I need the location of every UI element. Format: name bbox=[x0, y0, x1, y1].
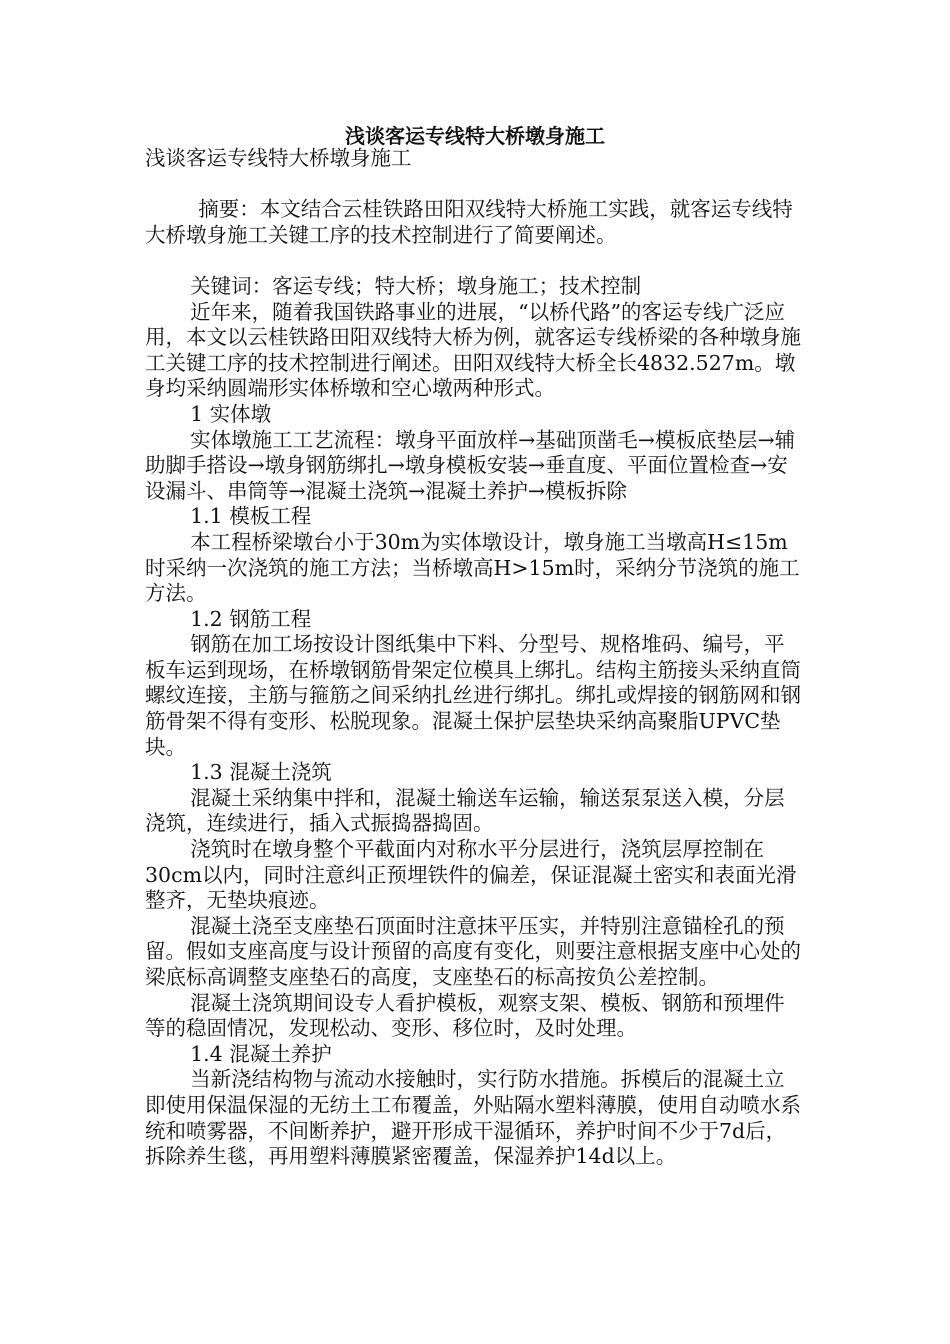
intro-paragraph: 近年来，随着我国铁路事业的进展，“以桥代路”的客运专线广泛应用，本文以云桂铁路田阳双线特大桥为例，就客运专线桥梁的各种墩身施工关键工序的技术控制进行阐述。田阳双线特大桥全长4832.527m。墩身均采纳圆端形实体桥墩和空心墩两种形式。 bbox=[145, 299, 801, 401]
curing-paragraph: 当新浇结构物与流动水接触时，实行防水措施。拆模后的混凝土立即使用保温保湿的无纺土工布覆盖，外贴隔水塑料薄膜，使用自动喷水系统和喷雾器，不间断养护，避开形成干湿循环，养护时间不少于7d后，拆除养生毯，再用塑料薄膜紧密覆盖，保湿养护14d以上。 bbox=[145, 1067, 801, 1169]
pouring-paragraph-2: 浇筑时在墩身整个平截面内对称水平分层进行，浇筑层厚控制在30cm以内，同时注意纠正预埋铁件的偏差，保证混凝土密实和表面光滑整齐，无垫块痕迹。 bbox=[145, 837, 797, 913]
document-title: 浅谈客运专线特大桥墩身施工 bbox=[345, 124, 605, 148]
abstract-paragraph: 摘要：本文结合云桂铁路田阳双线特大桥施工实践，就客运专线特大桥墩身施工关键工序的技术控制进行了简要阐述。 bbox=[145, 197, 793, 247]
pouring-paragraph-1: 混凝土采纳集中拌和，混凝土输送车运输，输送泵泵送入模，分层浇筑，连续进行，插入式振捣器捣固。 bbox=[145, 785, 785, 836]
section-heading-1-2: 1.2 钢筋工程 bbox=[190, 606, 312, 631]
document-body bbox=[145, 146, 805, 1170]
pouring-paragraph-3: 混凝土浇至支座垫石顶面时注意抹平压实，并特别注意锚栓孔的预留。假如支座高度与设计预留的高度有变化，则要注意根据支座中心处的梁底标高调整支座垫石的高度，支座垫石的标高按负公差控制。 bbox=[145, 913, 801, 989]
formwork-paragraph: 本工程桥梁墩台小于30m为实体墩设计，墩身施工当墩高H≤15m时采纳一次浇筑的施工方法；当桥墩高H>15m时，采纳分节浇筑的施工方法。 bbox=[145, 529, 800, 606]
section-heading-1-4: 1.4 混凝土养护 bbox=[190, 1041, 332, 1066]
section-heading-1-3: 1.3 混凝土浇筑 bbox=[190, 760, 332, 785]
keywords-paragraph: 关键词：客运专线；特大桥；墩身施工；技术控制 bbox=[190, 273, 642, 298]
section-heading-1-1: 1.1 模板工程 bbox=[190, 504, 312, 529]
process-paragraph: 实体墩施工工艺流程：墩身平面放样→基础顶凿毛→模板底垫层→辅助脚手搭设→墩身钢筋绑扎→墩身模板安装→垂直度、平面位置检查→安设漏斗、串筒等→混凝土浇筑→混凝土养护→模板拆除 bbox=[145, 427, 796, 503]
pouring-paragraph-4: 混凝土浇筑期间设专人看护模板，观察支架、模板、钢筋和预埋件等的稳固情况，发现松动、变形、移位时，及时处理。 bbox=[145, 990, 785, 1041]
rebar-paragraph: 钢筋在加工场按设计图纸集中下料、分型号、规格堆码、编号，平板车运到现场，在桥墩钢筋骨架定位模具上绑扎。结构主筋接头采纳直筒螺纹连接，主筋与箍筋之间采纳扎丝进行绑扎。绑扎或焊接的钢筋网和钢筋骨架不得有变形、松脱现象。混凝土保护层垫块采纳高聚脂UPVC垫块。 bbox=[145, 632, 801, 759]
section-heading-1: 1 实体墩 bbox=[190, 401, 272, 426]
document-subtitle: 浅谈客运专线特大桥墩身施工 bbox=[145, 146, 412, 170]
